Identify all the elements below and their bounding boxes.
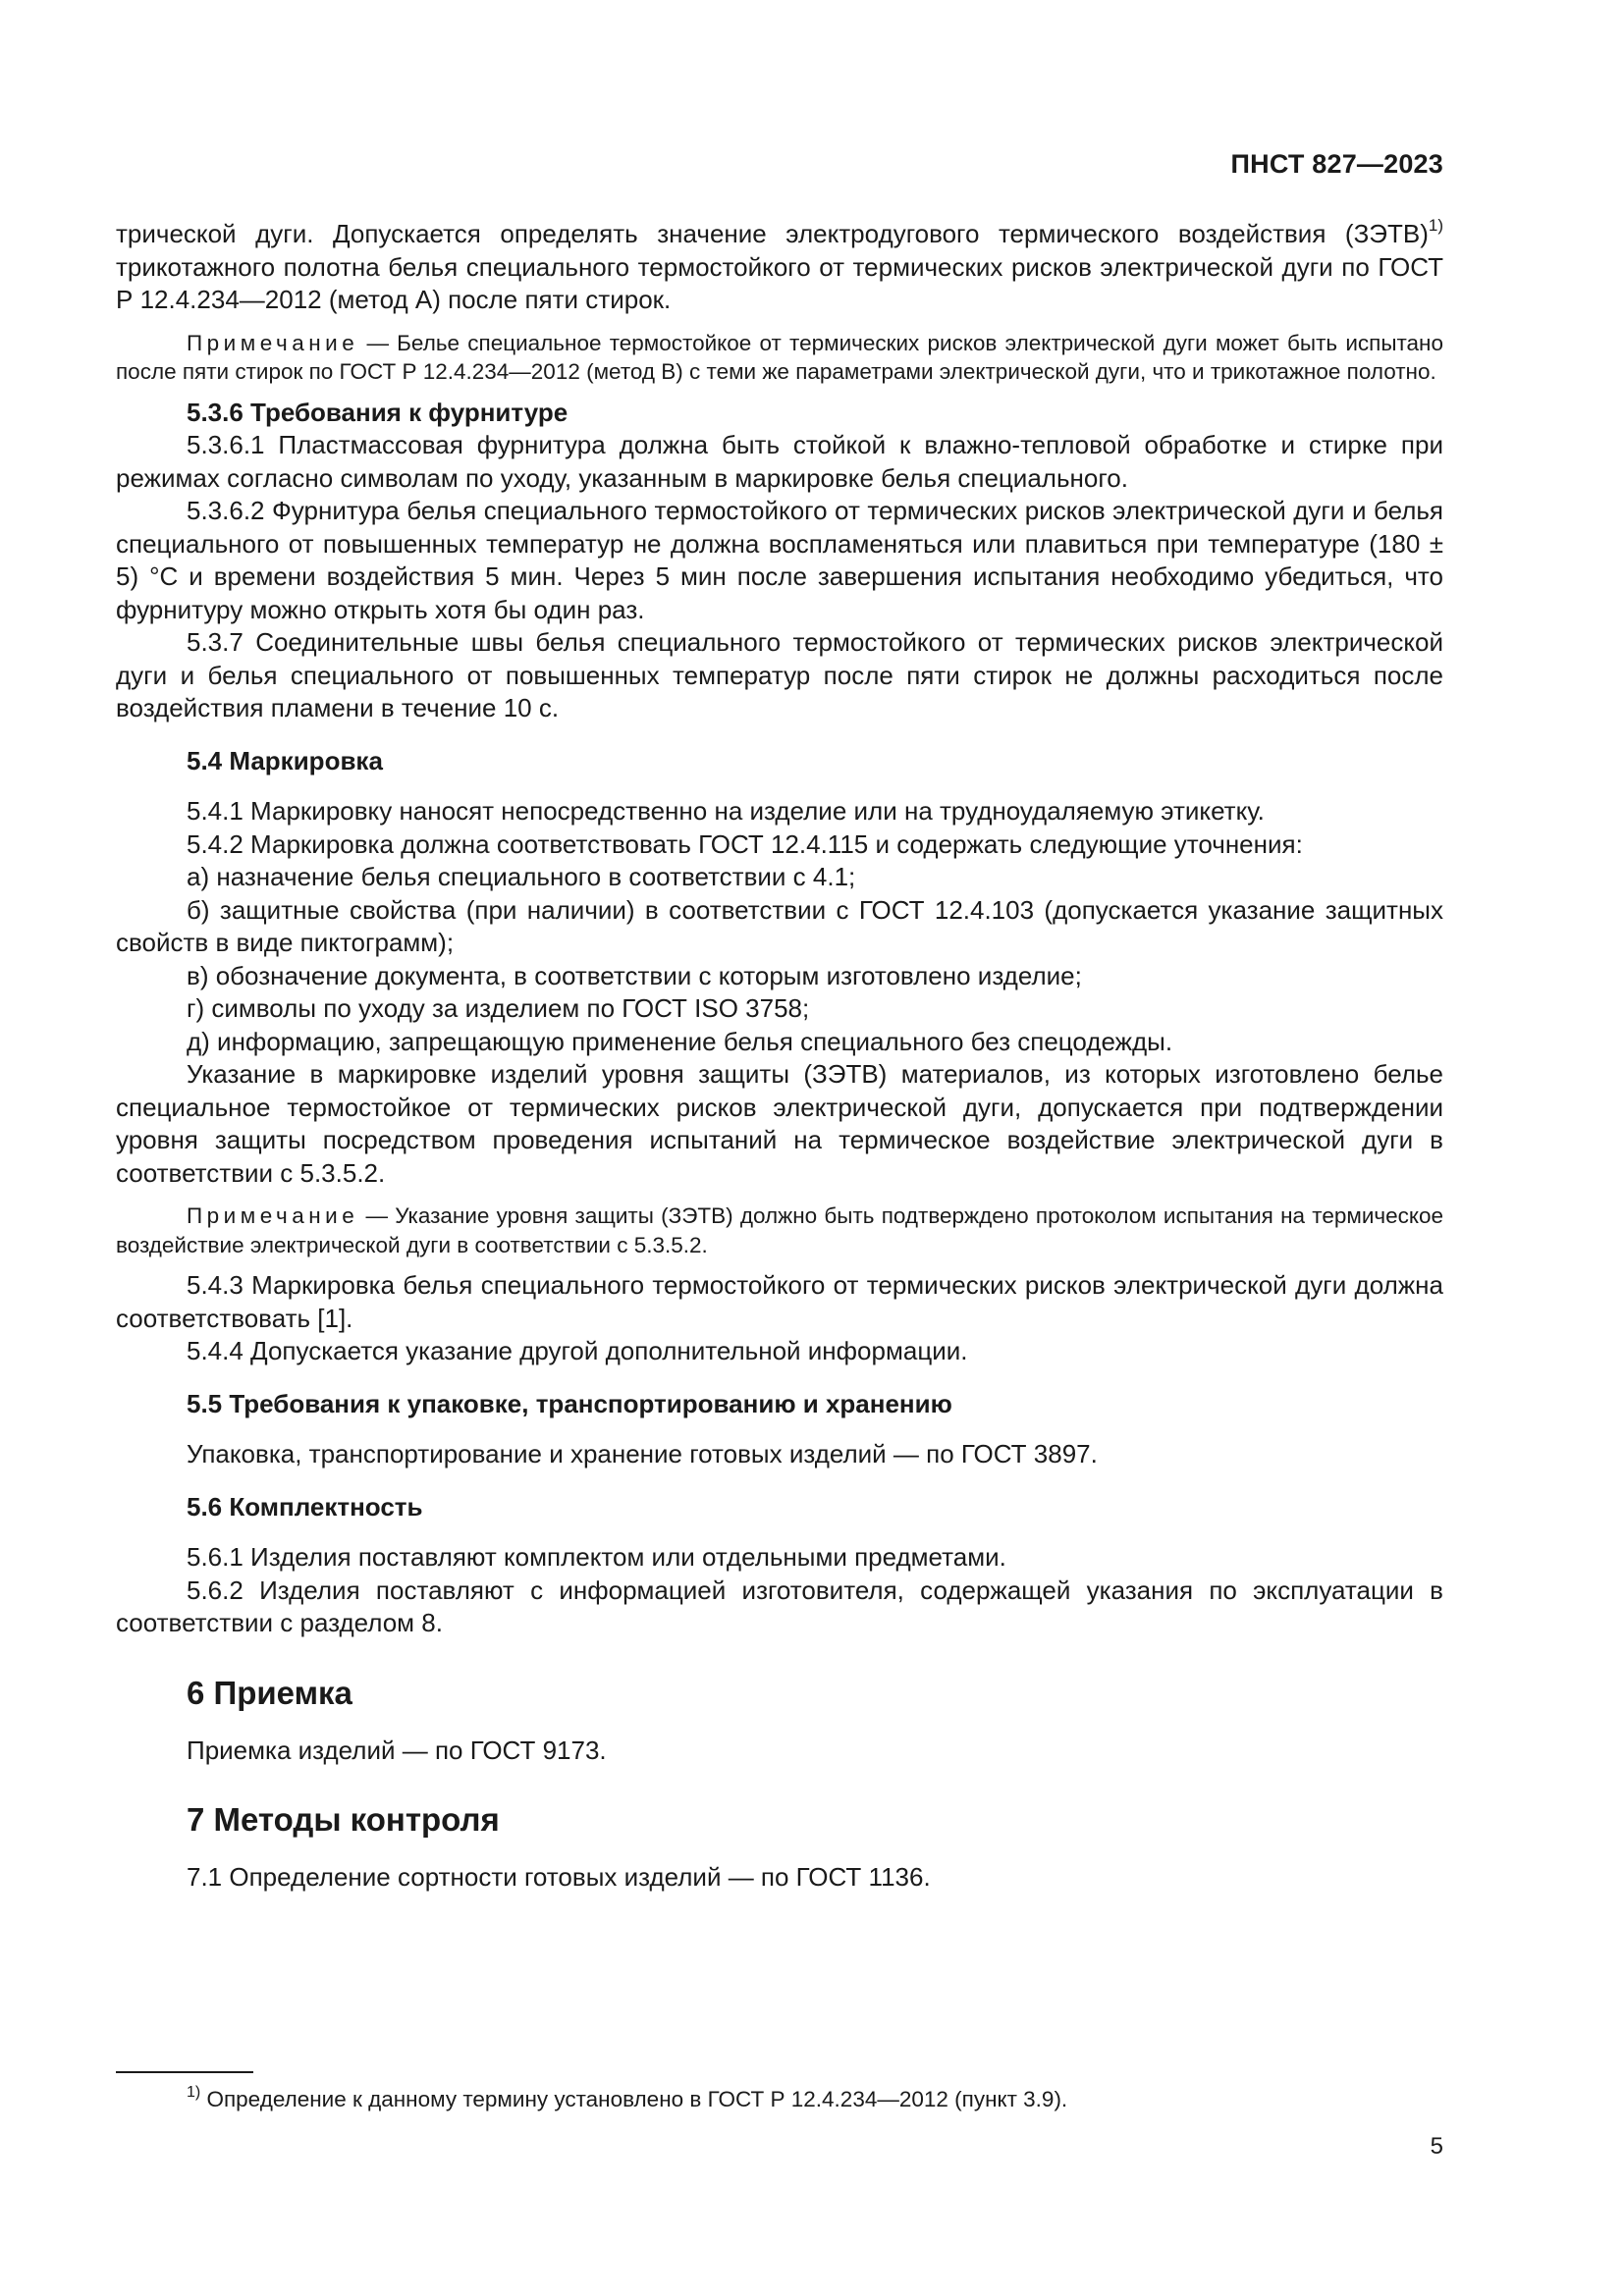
section-heading-5-4: 5.4 Маркировка: [187, 745, 383, 775]
clause-7-1: 7.1 Определение сортности готовых изделий — по ГОСТ 1136.: [187, 1862, 931, 1892]
note-1: [116, 329, 1443, 387]
clause-5-6-1: 5.6.1 Изделия поставляют комплектом или отдельными предметами.: [187, 1542, 1006, 1572]
note-text: — Белье специальное термостойкое от термических рисков электрической дуги может быть испытано после пяти стирок по ГОСТ Р 12.4.234—2012 (метод В) с теми же параметрами электрической дуги, что и трикотажное полотно.: [116, 330, 1443, 384]
section-heading-7: 7 Методы контроля: [187, 1801, 500, 1838]
clause-5-3-6-2: 5.3.6.2 Фурнитура белья специального термостойкого от термических рисков электрической дуги и белья специального от повышенных температур не должна воспламеняться или плавиться при температуре (180 ± 5) °С и времени воздействия 5 мин. Через 5 мин после завершения испытания необходимо убедиться, что фурнитуру можно открыть хотя бы один раз.: [116, 496, 1443, 624]
list-item-d: д) информацию, запрещающую применение белья специального без спецодежды.: [187, 1026, 1173, 1056]
section-heading-6: 6 Приемка: [187, 1674, 352, 1711]
section-heading-5-5: 5.5 Требования к упаковке, транспортированию и хранению: [187, 1388, 952, 1418]
paragraph-text: трикотажного полотна белья специального термостойкого от термических рисков электрической дуги по ГОСТ Р 12.4.234—2012 (метод А) после пяти стирок.: [116, 251, 1443, 314]
footnote-text: Определение к данному термину установлено в ГОСТ Р 12.4.234—2012 (пункт 3.9).: [200, 2087, 1068, 2111]
footnote-marker: 1): [187, 2084, 201, 2101]
note-label: Примечание: [187, 1203, 359, 1228]
document-body: [116, 218, 1443, 1895]
clause-5-4-4: 5.4.4 Допускается указание другой дополнительной информации.: [187, 1336, 968, 1365]
clause-5-3-7: 5.3.7 Соединительные швы белья специального термостойкого от термических рисков электрической дуги и белья специального от повышенных температур после пяти стирок не должны расходиться после воздействия пламени в течение 10 с.: [116, 627, 1443, 722]
list-item-g: г) символы по уходу за изделием по ГОСТ ISO 3758;: [187, 993, 810, 1023]
paragraph-protection-level: Указание в маркировке изделий уровня защиты (ЗЭТВ) материалов, из которых изготовлено белье специальное термостойкое от термических рисков электрической дуги, допускается при подтверждении уровня защиты посредством проведения испытаний на термическое воздействие электрической дуги в соответствии с 5.3.5.2.: [116, 1059, 1443, 1188]
clause-5-5: Упаковка, транспортирование и хранение готовых изделий — по ГОСТ 3897.: [187, 1439, 1098, 1468]
footnote: [187, 2085, 1067, 2114]
clause-6: Приемка изделий — по ГОСТ 9173.: [187, 1735, 607, 1765]
list-item-v: в) обозначение документа, в соответствии с которым изготовлено изделие;: [187, 960, 1082, 990]
section-heading-5-3-6: 5.3.6 Требования к фурнитуре: [187, 397, 568, 427]
note-label: Примечание: [187, 330, 359, 355]
paragraph-continued: [116, 218, 1443, 317]
clause-5-4-3: 5.4.3 Маркировка белья специального термостойкого от термических рисков электрической дуги должна соответствовать [1].: [116, 1270, 1443, 1333]
clause-5-3-6-1: 5.3.6.1 Пластмассовая фурнитура должна быть стойкой к влажно-тепловой обработке и стирке при режимах согласно символам по уходу, указанным в маркировке белья специального.: [116, 430, 1443, 493]
list-item-b: б) защитные свойства (при наличии) в соответствии с ГОСТ 12.4.103 (допускается указание защитных свойств в виде пиктограмм);: [116, 894, 1443, 957]
clause-5-4-2: 5.4.2 Маркировка должна соответствовать ГОСТ 12.4.115 и содержать следующие уточнения:: [187, 828, 1303, 859]
paragraph-text: трической дуги. Допускается определять значение электродугового термического воздействия (ЗЭТВ): [116, 219, 1429, 248]
clause-5-4-1: 5.4.1 Маркировку наносят непосредственно на изделие или на трудноудаляемую этикетку.: [187, 796, 1265, 826]
clause-5-6-2: 5.6.2 Изделия поставляют с информацией изготовителя, содержащей указания по эксплуатации в соответствии с разделом 8.: [116, 1575, 1443, 1637]
note-text: — Указание уровня защиты (ЗЭТВ) должно быть подтверждено протоколом испытания на термическое воздействие электрической дуги в соответствии с 5.3.5.2.: [116, 1203, 1443, 1257]
footnote-divider: [116, 2071, 253, 2073]
document-code: ПНСТ 827—2023: [1230, 149, 1443, 179]
note-2: [116, 1201, 1443, 1259]
document-page: [116, 0, 1443, 2296]
section-heading-5-6: 5.6 Комплектность: [187, 1491, 423, 1522]
page-number: 5: [1430, 2133, 1443, 2160]
footnote-reference[interactable]: 1): [1428, 216, 1443, 235]
list-item-a: а) назначение белья специального в соответствии с 4.1;: [187, 862, 856, 891]
